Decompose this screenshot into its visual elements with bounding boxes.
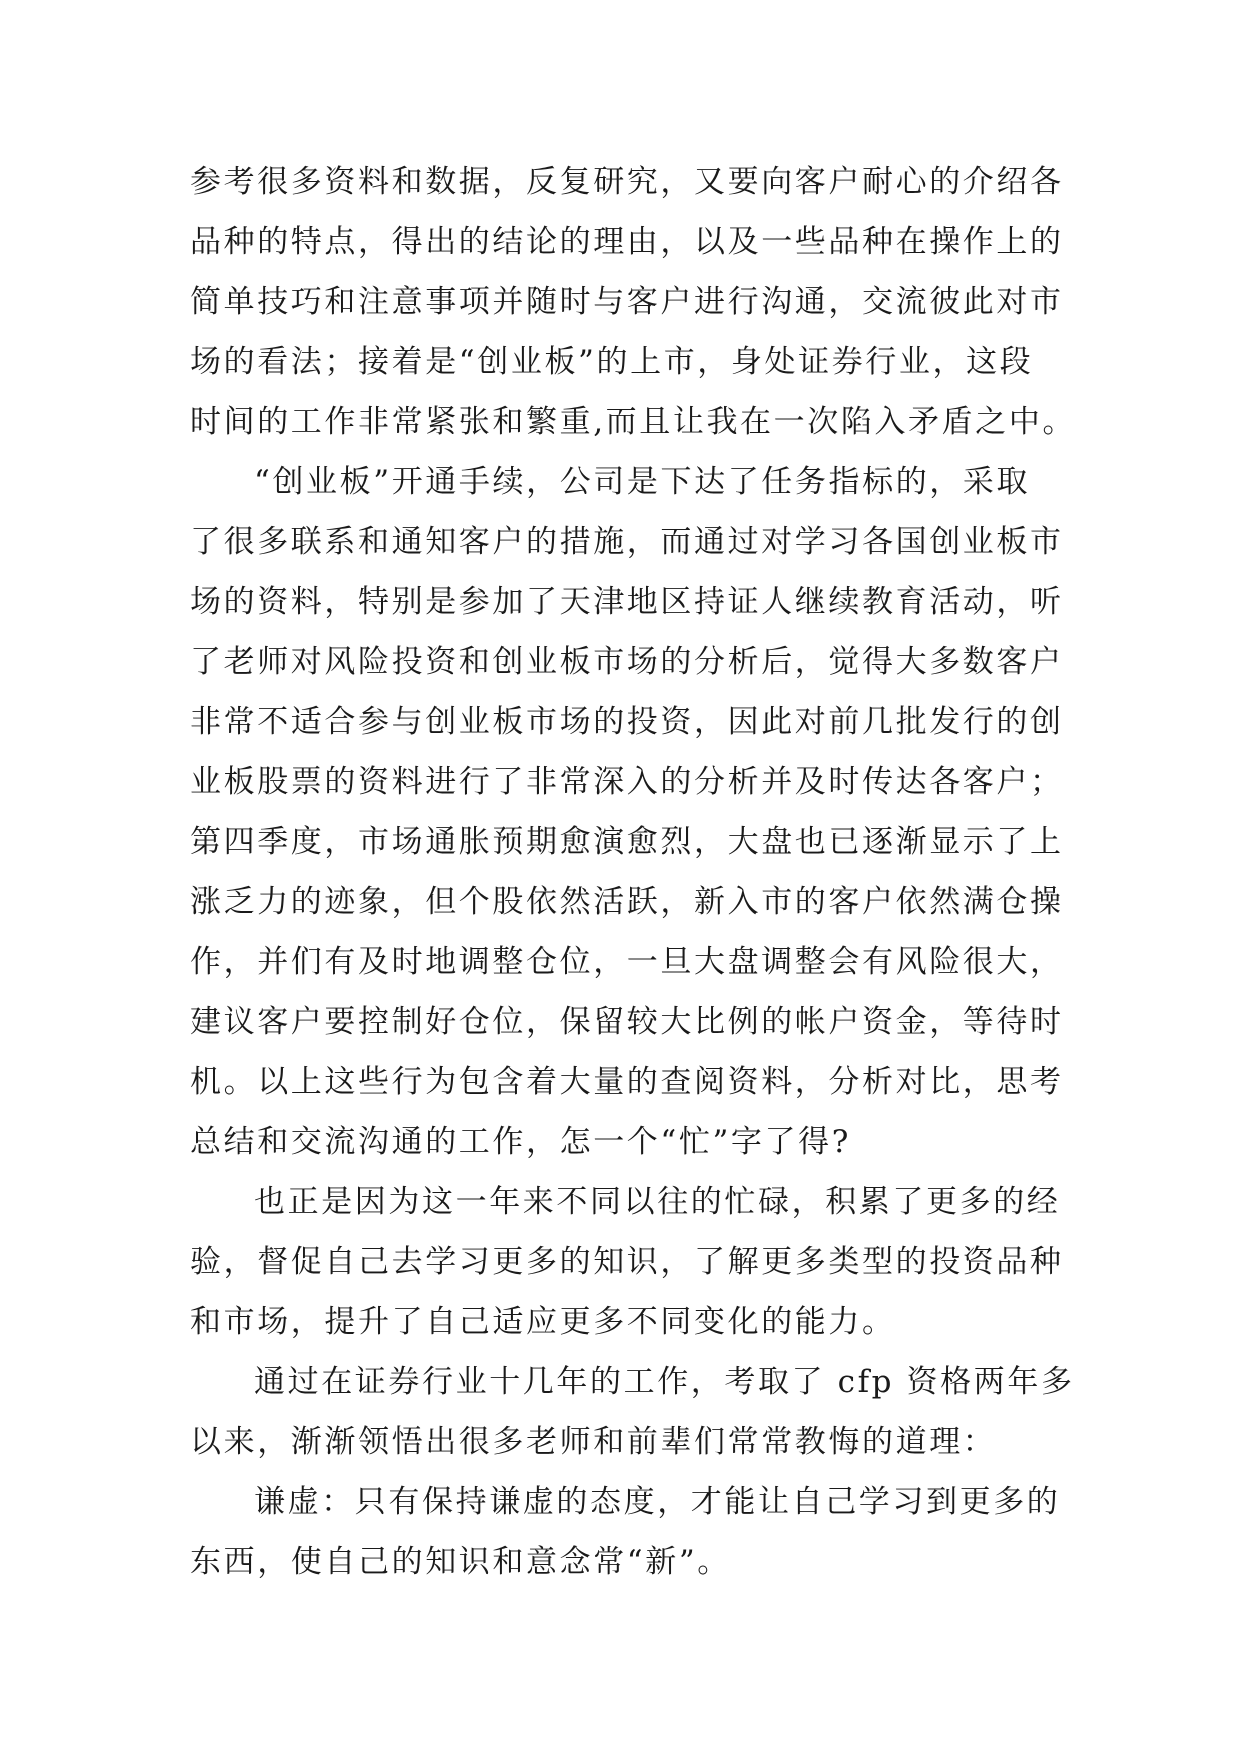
text-line: 验，督促自己去学习更多的知识，了解更多类型的投资品种 (190, 1244, 1064, 1280)
text-line: 场的看法；接着是“创业板”的上市，身处证券行业，这段 (190, 344, 1034, 380)
text-line: 业板股票的资料进行了非常深入的分析并及时传达各客户； (190, 764, 1064, 800)
text-line: 东西，使自己的知识和意念常“新”。 (190, 1544, 731, 1580)
text-line: 作，并们有及时地调整仓位，一旦大盘调整会有风险很大， (190, 944, 1064, 980)
text-line: 了老师对风险投资和创业板市场的分析后，觉得大多数客户 (190, 644, 1064, 680)
text-line: 涨乏力的迹象，但个股依然活跃，新入市的客户依然满仓操 (190, 884, 1064, 920)
text-line: 了很多联系和通知客户的措施，而通过对学习各国创业板市 (190, 524, 1064, 560)
text-line: 以来，渐渐领悟出很多老师和前辈们常常教悔的道理： (190, 1424, 997, 1460)
text-line: 非常不适合参与创业板市场的投资，因此对前几批发行的创 (190, 704, 1064, 740)
text-line: 简单技巧和注意事项并随时与客户进行沟通，交流彼此对市 (190, 284, 1064, 320)
text-line: 机。以上这些行为包含着大量的查阅资料，分析对比，思考 (190, 1064, 1064, 1100)
document-body (190, 152, 1077, 1592)
text-line: 建议客户要控制好仓位，保留较大比例的帐户资金，等待时 (190, 1004, 1064, 1040)
paragraph-first-line: “创业板”开通手续，公司是下达了任务指标的，采取 (254, 464, 1031, 500)
text-line: 参考很多资料和数据，反复研究，又要向客户耐心的介绍各 (190, 164, 1064, 200)
text-line: 第四季度，市场通胀预期愈演愈烈，大盘也已逐渐显示了上 (190, 824, 1064, 860)
text-line: 总结和交流沟通的工作，怎一个“忙”字了得? (190, 1124, 851, 1160)
paragraph-first-line: 谦虚：只有保持谦虚的态度，才能让自己学习到更多的 (254, 1484, 1061, 1520)
paragraph-first-line: 通过在证券行业十几年的工作，考取了 cfp 资格两年多 (254, 1364, 1075, 1400)
text-line: 场的资料，特别是参加了天津地区持证人继续教育活动，听 (190, 584, 1064, 620)
text-line: 时间的工作非常紧张和繁重,而且让我在一次陷入矛盾之中。 (190, 404, 1077, 440)
paragraph-first-line: 也正是因为这一年来不同以往的忙碌，积累了更多的经 (254, 1184, 1061, 1220)
text-line: 品种的特点，得出的结论的理由，以及一些品种在操作上的 (190, 224, 1064, 260)
text-line: 和市场，提升了自己适应更多不同变化的能力。 (190, 1304, 896, 1340)
